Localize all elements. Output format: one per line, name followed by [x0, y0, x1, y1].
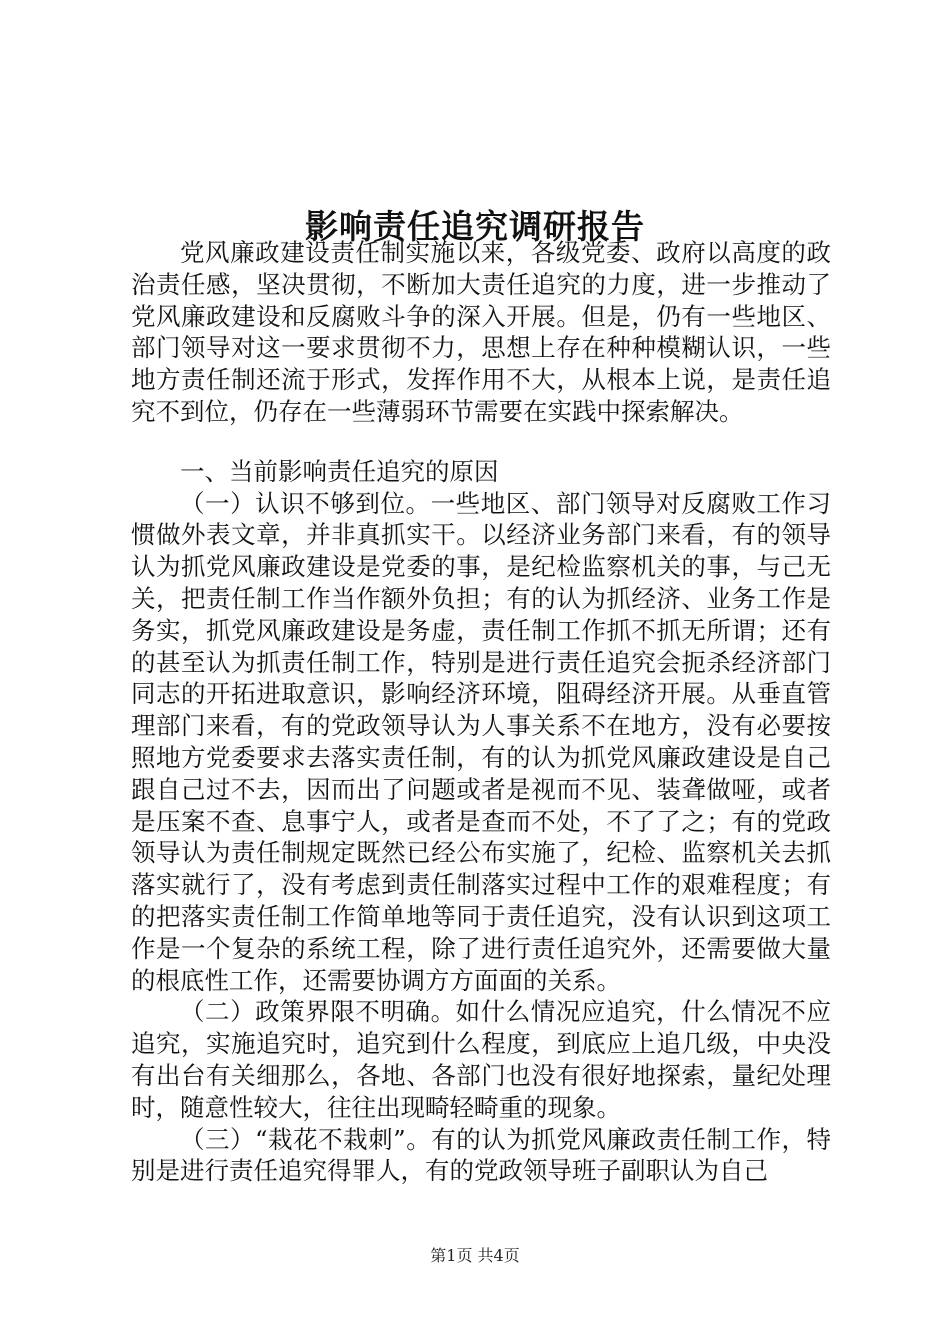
section-heading: 一、当前影响责任追究的原因	[180, 456, 499, 486]
document-body	[131, 237, 831, 1187]
body-paragraph: （二）政策界限不明确。如什么情况应追究，什么情况不应追究，实施追究时，追究到什么程度，到底应上追几级，中央没有出台有关细那么，各地、各部门也没有很好地探索，量纪处理时，随意性较大，往往出现畸轻畸重的现象。	[131, 997, 831, 1122]
page-footer: 第1页 共4页	[430, 1246, 520, 1265]
intro-paragraph: 党风廉政建设责任制实施以来，各级党委、政府以高度的政治责任感，坚决贯彻，不断加大责任追究的力度，进一步推动了党风廉政建设和反腐败斗争的深入开展。但是，仍有一些地区、部门领导对这一要求贯彻不力，思想上存在种种模糊认识，一些地方责任制还流于形式，发挥作用不大，从根本上说，是责任追究不到位，仍存在一些薄弱环节需要在实践中探索解决。	[131, 238, 831, 426]
document-title: 影响责任追究调研报告	[305, 207, 645, 247]
body-paragraph: （一）认识不够到位。一些地区、部门领导对反腐败工作习惯做外表文章，并非真抓实干。以经济业务部门来看，有的领导认为抓党风廉政建设是党委的事，是纪检监察机关的事，与己无关，把责任制工作当作额外负担；有的认为抓经济、业务工作是务实，抓党风廉政建设是务虚，责任制工作抓不抓无所谓；还有的甚至认为抓责任制工作，特别是进行责任追究会扼杀经济部门同志的开拓进取意识，影响经济环境，阻碍经济开展。从垂直管理部门来看，有的党政领导认为人事关系不在地方，没有必要按照地方党委要求去落实责任制，有的认为抓党风廉政建设是自己跟自己过不去，因而出了问题或者是视而不见、装聋做哑，或者是压案不查、息事宁人，或者是查而不处，不了了之；有的党政领导认为责任制规定既然已经公布实施了，纪检、监察机关去抓落实就行了，没有考虑到责任制落实过程中工作的艰难程度；有的把落实责任制工作简单地等同于责任追究，没有认识到这项工作是一个复杂的系统工程，除了进行责任追究外，还需要做大量的根底性工作，还需要协调方方面面的关系。	[131, 488, 831, 995]
body-paragraph: （三）“栽花不栽刺”。有的认为抓党风廉政责任制工作，特别是进行责任追究得罪人，有的党政领导班子副职认为自己	[131, 1124, 831, 1186]
